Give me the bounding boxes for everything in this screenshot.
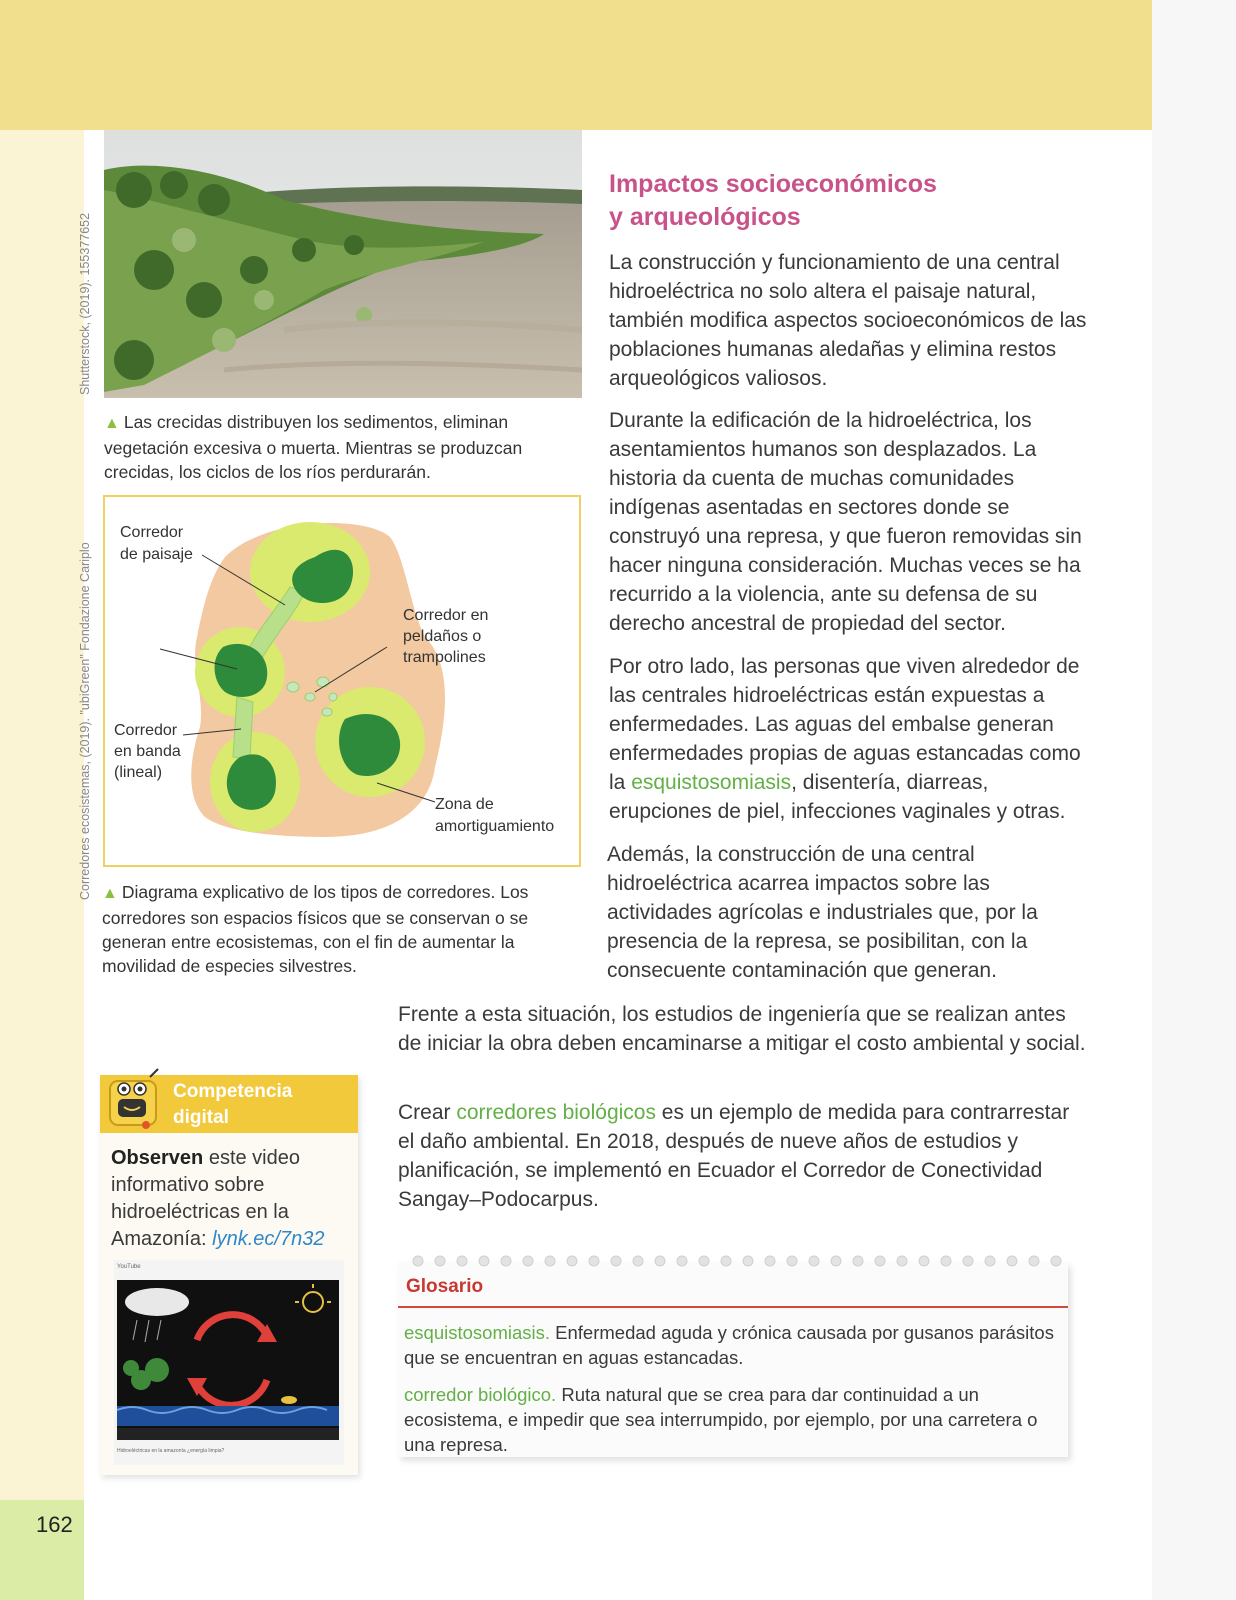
- triangle-icon: ▲: [104, 415, 120, 432]
- top-color-band: [0, 0, 1152, 130]
- video-link[interactable]: lynk.ec/7n32: [212, 1228, 325, 1250]
- page-edge: [1152, 0, 1236, 1600]
- corridor-diagram-drawing: [105, 497, 579, 865]
- glossary-definition: Ruta natural que se crea para dar continuidad a un ecosistema, e impedir que sea interrumpido, por ejemplo, por una carretera o una represa.: [404, 1384, 1038, 1455]
- label-stepping-corridor: Corredor en: [403, 607, 489, 624]
- diagram-caption: [102, 880, 584, 978]
- ecosystem-core: [227, 754, 276, 809]
- glossary-term: esquistosomiasis.: [404, 1322, 551, 1343]
- card-title-line: Competencia: [173, 1081, 293, 1102]
- heading-line: y arqueológicos: [609, 203, 801, 231]
- label-buffer-zone: amortiguamiento: [435, 818, 555, 835]
- card-verb: Observen: [111, 1147, 204, 1169]
- paragraph: Durante la edificación de la hidroeléctrica, los asentamientos humanos son desplazados. La historia da cuenta de muchas comunidades indígenas asentadas en sectores donde se construyó una represa, y que fueron removidas sin hacer ninguna consideración. Muchas veces se ha recurrido a la violencia, ante su defensa de su derecho ancestral de propiedad del sector.: [609, 409, 1082, 635]
- video-thumbnail[interactable]: [114, 1260, 344, 1465]
- paragraph-text: Crear: [398, 1101, 457, 1124]
- photo-credit: Shutterstock, (2019). 155377652: [78, 212, 92, 395]
- paragraph-text: , disentería, diarreas, erupciones de piel, infecciones vaginales y otras.: [609, 771, 1066, 823]
- paragraph-text: es un ejemplo de medida para contrarrestar el daño ambiental. En 2018, después de nueve años de estudios y planificación, se implementó en Ecuador el Corredor de Conectividad Sangay–Podocarpus.: [398, 1101, 1070, 1211]
- corridor-diagram: [103, 495, 581, 867]
- paragraph: Frente a esta situación, los estudios de ingeniería que se realizan antes de iniciar la obra deben encaminarse a mitigar el costo ambiental y social.: [398, 1003, 1086, 1055]
- glossary-entry: [404, 1382, 1054, 1457]
- card-header: [100, 1075, 358, 1133]
- river-flood-photo: [104, 130, 582, 398]
- triangle-icon: ▲: [102, 885, 118, 902]
- card-title-line: digital: [173, 1107, 229, 1128]
- paragraph-text: Por otro lado, las personas que viven alrededor de las centrales hidroeléctricas están expuestas a enfermedades. Las aguas del embalse generan enfermedades propias de aguas estancadas como la: [609, 655, 1081, 794]
- glossary-term-link: esquistosomiasis: [631, 771, 792, 794]
- glossary-title: Glosario: [406, 1276, 484, 1297]
- video-caption: Hidroeléctricas en la amazonía ¿energía limpia?: [117, 1448, 225, 1454]
- card-text: [111, 1145, 351, 1253]
- notebook-rings: [398, 1252, 1068, 1270]
- video-frame: [117, 1280, 339, 1440]
- card-body: este video informativo sobre hidroeléctricas en la Amazonía:: [111, 1147, 300, 1250]
- glossary-divider: [398, 1306, 1068, 1308]
- label-stepping-corridor: trampolines: [403, 649, 486, 666]
- glossary-term: corredor biológico.: [404, 1384, 557, 1405]
- glossary-term-link: corredores biológicos: [456, 1101, 656, 1124]
- band-corridor: [233, 697, 253, 759]
- paragraph: [609, 652, 1089, 826]
- glossary-box: [398, 1262, 1068, 1457]
- paragraph: [398, 1098, 1088, 1214]
- label-band-corridor: (lineal): [114, 764, 163, 781]
- digital-competence-card: [100, 1075, 358, 1475]
- glossary-entry: [404, 1320, 1054, 1370]
- youtube-logo: YouTube: [117, 1264, 141, 1270]
- card-title: [173, 1079, 343, 1131]
- label-band-corridor: Corredor: [114, 722, 178, 739]
- left-margin-band: [0, 130, 84, 1600]
- photo-caption-text: Las crecidas distribuyen los sedimentos, eliminan vegetación excesiva o muerta. Mientras se produzcan crecidas, los ciclos de los ríos perdurarán.: [104, 412, 523, 482]
- diagram-caption-text: Diagrama explicativo de los tipos de corredores. Los corredores son espacios físicos que se conservan o se generan entre ecosistemas, con el fin de aumentar la movilidad de especies silvestres.: [102, 882, 529, 976]
- photo-caption: [104, 410, 584, 484]
- glossary-definition: Enfermedad aguda y crónica causada por gusanos parásitos que se encuentran en aguas estancadas.: [404, 1322, 1054, 1368]
- paragraph: La construcción y funcionamiento de una central hidroeléctrica no solo altera el paisaje natural, también modifica aspectos socioeconómicos de las poblaciones humanas aledañas y elimina restos arqueológicos valiosos.: [609, 251, 1087, 390]
- page-number: 162: [36, 1512, 73, 1537]
- label-landscape-corridor: de paisaje: [120, 546, 193, 563]
- section-heading: [609, 168, 1129, 234]
- label-band-corridor: en banda: [114, 743, 181, 760]
- heading-line: Impactos socioeconómicos: [609, 170, 937, 198]
- paragraph: Además, la construcción de una central hidroeléctrica acarrea impactos sobre las actividades agrícolas e industriales que, por la presencia de la represa, se posibilitan, con la consecuente contaminación que generan.: [607, 843, 1038, 982]
- label-stepping-corridor: peldaños o: [403, 628, 482, 645]
- label-buffer-zone: Zona de: [435, 796, 494, 813]
- diagram-credit: Corredores ecosistemas, (2019). "ubiGreen" Fondazione Cariplo: [78, 542, 92, 900]
- label-landscape-corridor: Corredor: [120, 524, 184, 541]
- robot-mascot-icon: [104, 1067, 166, 1133]
